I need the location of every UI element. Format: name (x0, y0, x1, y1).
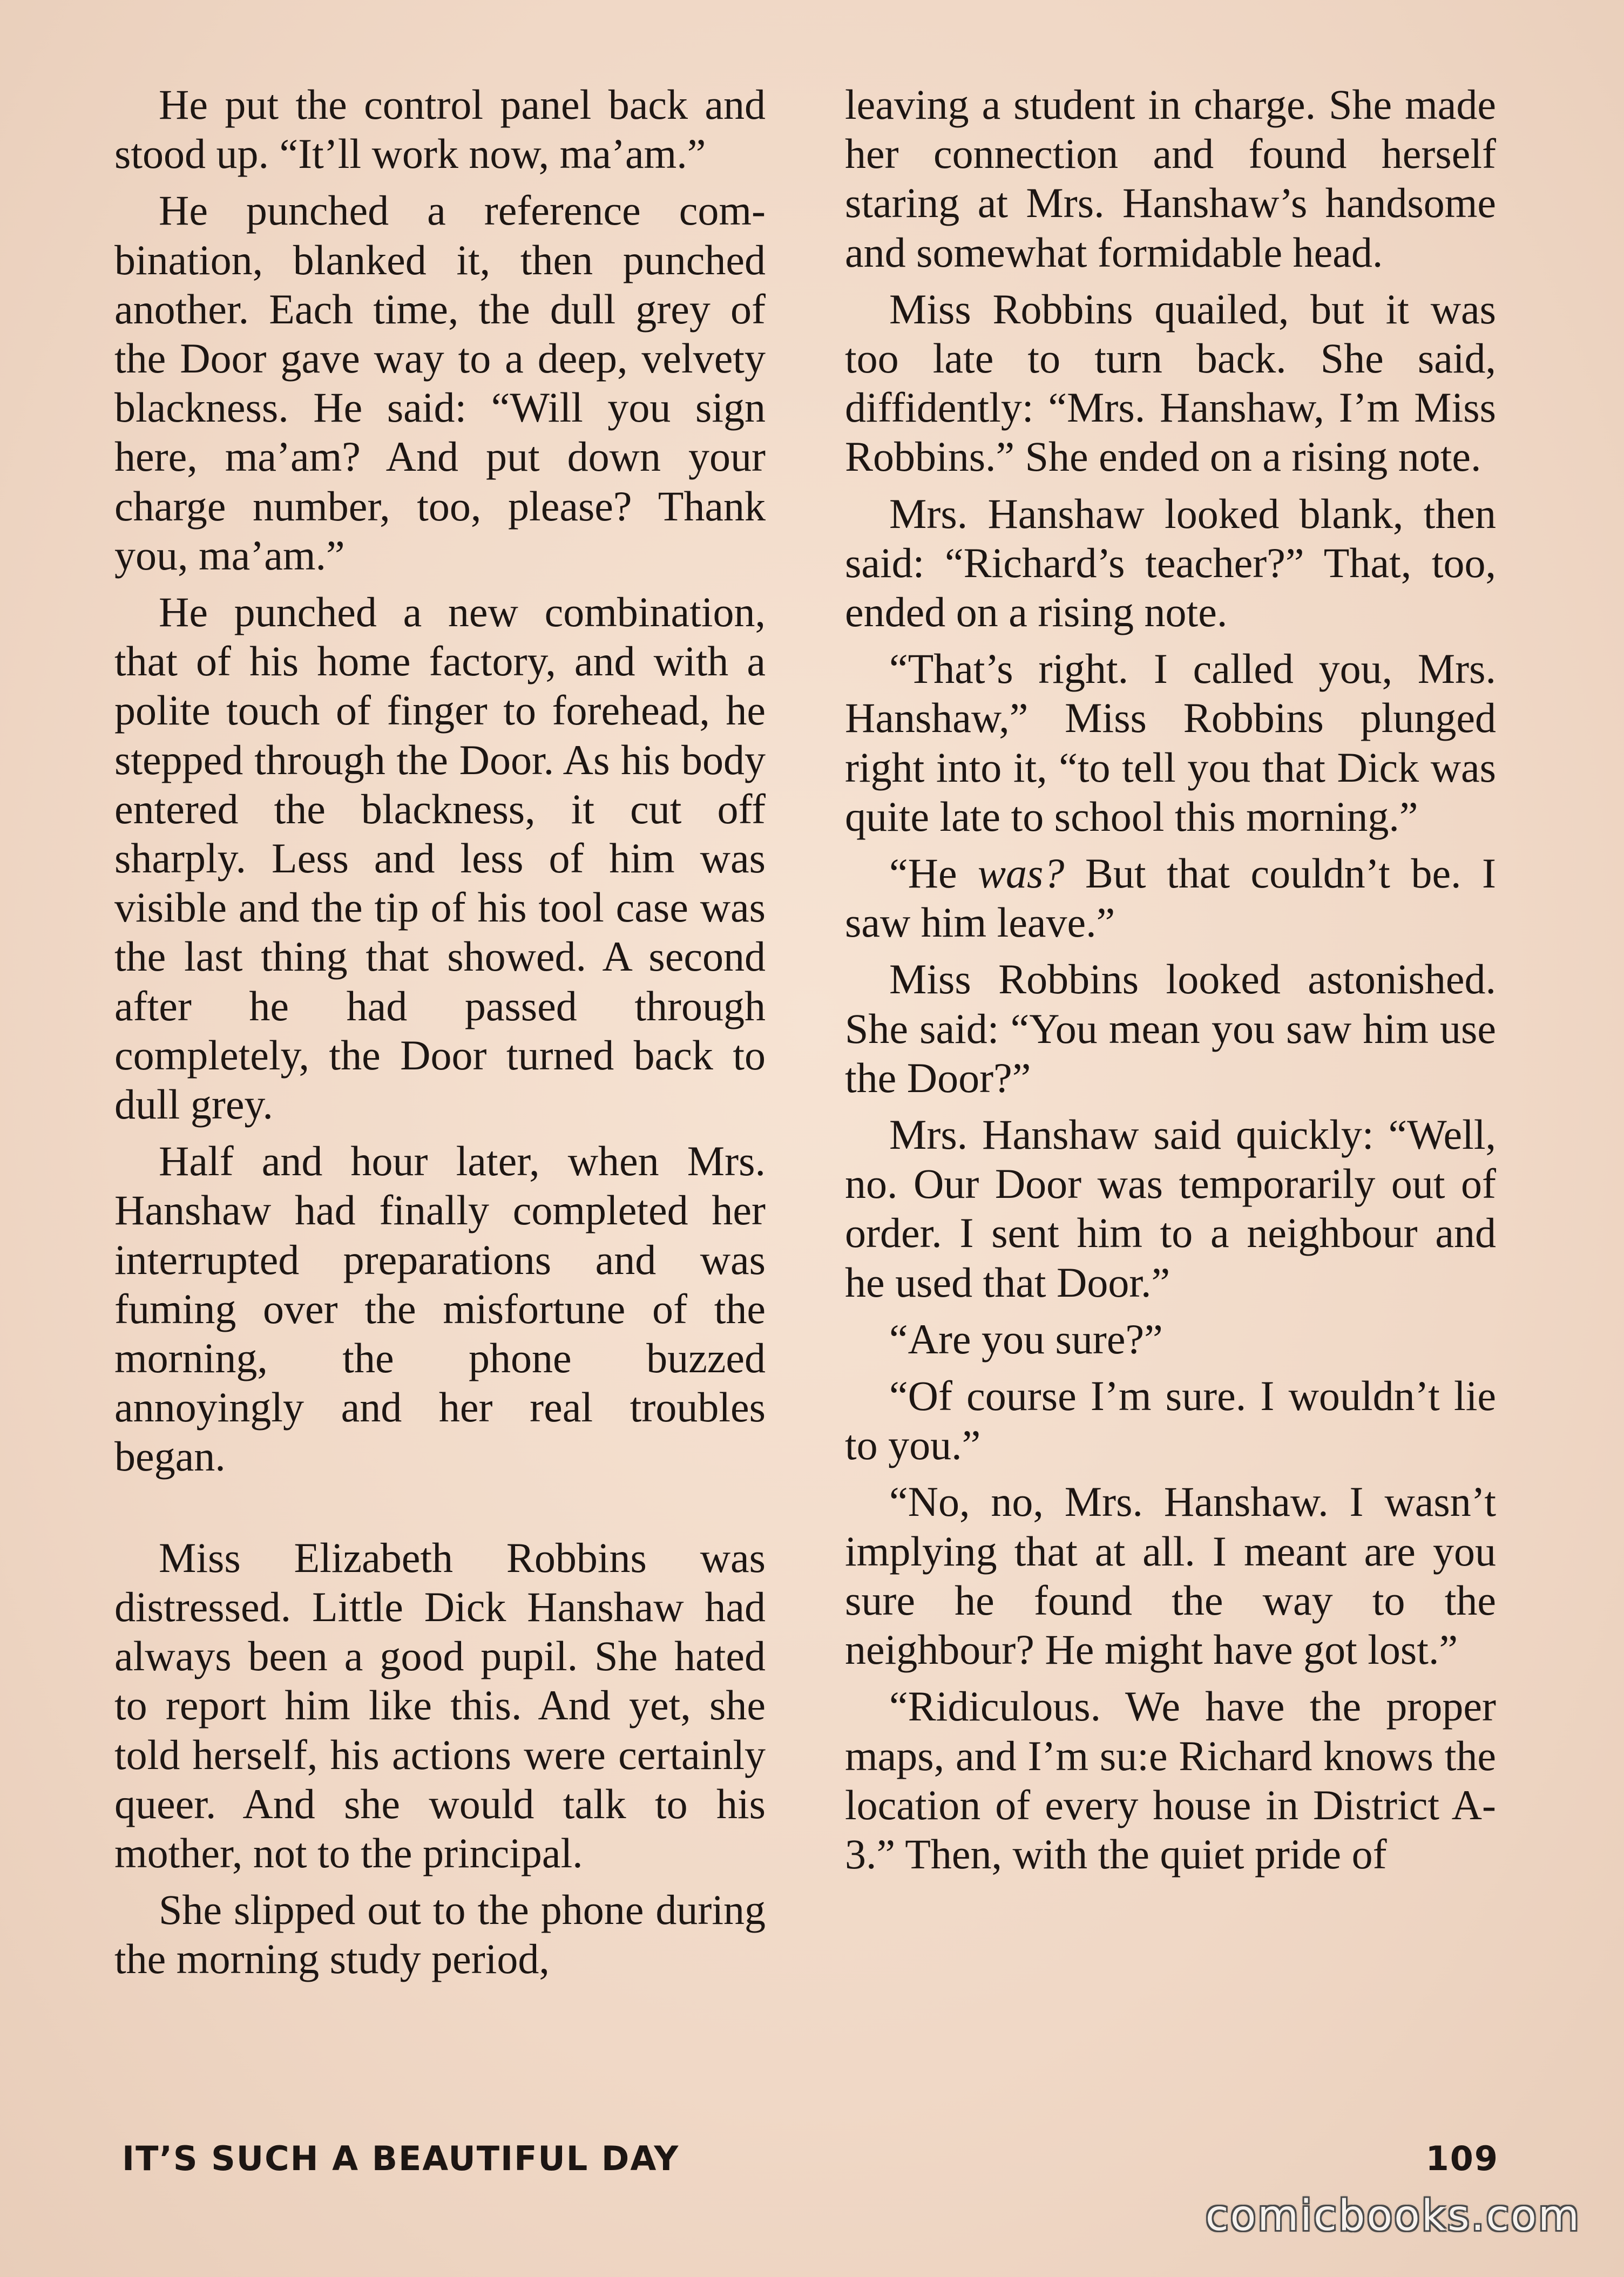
paragraph: He punched a reference combination, blanked it, then punched another. Each time, the dull grey of the Door gave way to a deep, velvety blackness. He said: “Will you sign here, ma’am? And put down your charge number, too, please? Thank you, ma’am.” (114, 187, 766, 579)
paragraph-with-italic (845, 849, 1496, 947)
paragraph: “No, no, Mrs. Hanshaw. I wasn’t implying that at all. I meant are you sure he found the way to the neighbour? He might have got lost.” (845, 1478, 1496, 1673)
paragraph: “Of course I’m sure. I wouldn’t lie to you.” (845, 1372, 1496, 1469)
paragraph: Half and hour later, when Mrs. Hanshaw had finally completed her interrupted preparations and was fuming over the misfortune of the morning, the phone buzzed annoyingly and her real troubles began. (114, 1137, 766, 1480)
right-text-column (845, 80, 1496, 1886)
paragraph: Mrs. Hanshaw looked blank, then said: “Richard’s teacher?” That, too, ended on a rising note. (845, 490, 1496, 636)
page-number: 109 (1425, 2139, 1499, 2178)
text-run: “He (889, 850, 978, 897)
paragraph: Miss Elizabeth Robbins was distressed. Little Dick Hanshaw had always been a good pupil. She hated to report him like this. And yet, she told herself, his actions were certainly queer. And she would talk to his mother, not to the principal. (114, 1534, 766, 1876)
text-run: But that couldn’t be. I saw him leave.” (845, 850, 1496, 946)
page-footer (114, 2139, 1499, 2198)
paragraph: “That’s right. I called you, Mrs. Hanshaw,” Miss Robbins plunged right into it, “to tell you that Dick was quite late to school this morning.” (845, 645, 1496, 840)
paragraph: Miss Robbins looked astonished. She said: “You mean you saw him use the Door?” (845, 955, 1496, 1101)
paragraph: “Are you sure?” (889, 1315, 1163, 1363)
running-title: IT’S SUCH A BEAUTIFUL DAY (122, 2139, 680, 2178)
paragraph: Mrs. Hanshaw said quickly: “Well, no. Our Door was temporarily out of order. I sent him to a neighbour and he used that Door.” (845, 1111, 1496, 1306)
italic-text: was? (978, 850, 1065, 897)
paragraph: leaving a student in charge. She made her connection and found herself staring at Mrs. Hanshaw’s handsome and somewhat formidable head. (845, 81, 1496, 276)
paragraph: Miss Robbins quailed, but it was too late to turn back. She said, diffidently: “Mrs. Hanshaw, I’m Miss Robbins.” She ended on a rising note. (845, 285, 1496, 480)
paragraph: “Ridiculous. We have the proper maps, and I’m su:e Richard knows the location of every house in District A-3.” Then, with the quiet pride of (845, 1683, 1496, 1878)
paragraph: He punched a new combination, that of his home factory, and with a polite touch of finger to forehead, he stepped through the Door. As his body entered the blackness, it cut off sharply. Less and less of him was visible and the tip of his tool case was the last thing that showed. A second after he had passed through completely, the Door turned back to dull grey. (114, 588, 766, 1128)
paragraph: He put the control panel back and stood up. “It’ll work now, ma’am.” (114, 81, 766, 178)
paragraph: She slipped out to the phone during the morning study period, (114, 1886, 766, 1983)
left-text-column (114, 80, 766, 1991)
site-watermark: comicbooks.com (1205, 2192, 1581, 2240)
